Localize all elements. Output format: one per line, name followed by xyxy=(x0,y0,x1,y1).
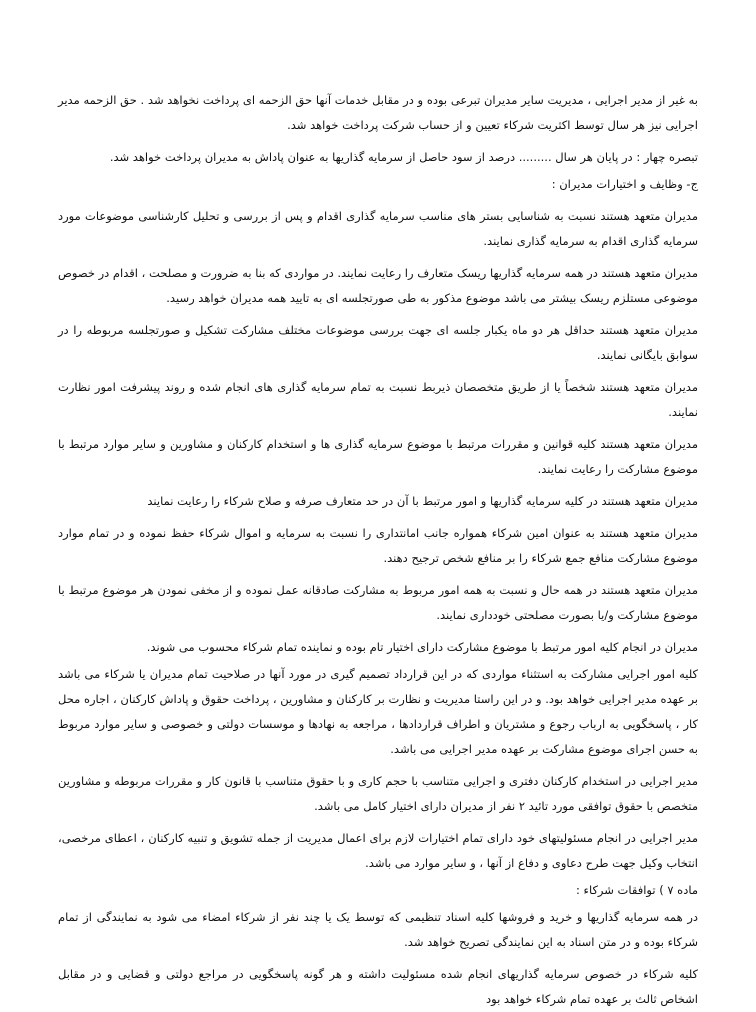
paragraph-duty-identify: مدیران متعهد هستند نسبت به شناسایی بستر های مناسب سرمایه گذاری اقدام و پس از بررسی و تحلیل کارشناسی موضوعات مورد سرمایه گذاری اقدام به سرمایه گذاری نمایند. xyxy=(58,209,698,248)
paragraph-managers-fee: به غیر از مدیر اجرایی ، مدیریت سایر مدیران تبرعی بوده و در مقابل خدمات آنها حق الزحمه ای پرداخت نخواهد شد . حق الزحمه مدیر اجرایی نیز هر سال توسط اکثریت شرکاء تعیین و از حساب شرکت پرداخت خواهد شد. xyxy=(58,93,698,132)
paragraph-duty-honesty: مدیران متعهد هستند در همه حال و نسبت به همه امور مربوط به مشارکت صادقانه عمل نموده و از مخفی نمودن هر موضوع مرتبط با موضوع مشارکت و/یا بصورت مصلحتی خودداری نمایند. xyxy=(58,583,698,622)
section-heading-article-7: ماده ۷ ) توافقات شرکاء : xyxy=(576,883,698,897)
paragraph-duty-risk: مدیران متعهد هستند در همه سرمایه گذاریها ریسک متعارف را رعایت نمایند. در مواردی که بنا به ضرورت و مصلحت ، اقدام در خصوص موضوعی مستلزم ریسک بیشتر می باشد موضوع مذکور به طی صورتجلسه ای به تایید همه مدیران خواهد رسید. xyxy=(58,266,698,305)
paragraph-duty-interest: مدیران متعهد هستند در کلیه سرمایه گذاریها و امور مرتبط با آن در حد متعارف صرفه و صلاح شرکاء را رعایت نمایند xyxy=(147,494,698,508)
paragraph-documents: در همه سرمایه گذاریها و خرید و فروشها کلیه اسناد تنظیمی که توسط یک یا چند نفر از شرکاء امضاء می شود به نمایندگی از تمام شرکاء بوده و در متن اسناد به این نمایندگی تصریح خواهد شد. xyxy=(58,910,698,949)
section-heading-duties: ج- وظایف و اختیارات مدیران : xyxy=(551,177,698,191)
paragraph-note-four: تبصره چهار : در پایان هر سال ......... درصد از سود حاصل از سرمایه گذاریها به عنوان پاداش به مدیران پرداخت خواهد شد. xyxy=(109,150,698,164)
paragraph-executive-hiring: مدیر اجرایی در استخدام کارکنان دفتری و اجرایی متناسب با حجم کاری و با حقوق متناسب با قانون کار و مقررات مربوطه و مشاورین متخصص با حقوق توافقی مورد تائید ۲ نفر از مدیران دارای اختیار کامل می باشد. xyxy=(58,774,698,813)
paragraph-executive-affairs: کلیه امور اجرایی مشارکت به استثناء مواردی که در این قرارداد تصمیم گیری در مورد آنها در صلاحیت تمام مدیران یا شرکاء می باشد بر عهده مدیر اجرایی خواهد بود. و در این راستا مدیریت و نظارت بر کارکنان و مشاورین ، پرداخت حقوق و پاداش کارکنان ، اجاره محل کار ، پاسخگویی به ارباب رجوع و مشتریان و اطراف قراردادها ، مراجعه به نهادها و موسسات دولتی و خصوصی و سایر موارد مربوط به حسن اجرای موضوع مشارکت بر عهده مدیر اجرایی می باشد. xyxy=(58,667,698,756)
paragraph-executive-powers: مدیر اجرایی در انجام مسئولیتهای خود دارای تمام اختیارات لازم برای اعمال مدیریت از جمله تشویق و تنبیه کارکنان ، اعطای مرخصی، انتخاب وکیل جهت طرح دعاوی و دفاع از آنها ، و سایر موارد می باشد. xyxy=(58,831,698,870)
document-body xyxy=(58,88,698,1012)
paragraph-duty-meetings: مدیران متعهد هستند حداقل هر دو ماه یکبار جلسه ای جهت بررسی موضوعات مختلف مشارکت تشکیل و صورتجلسه مربوطه را در سوابق بایگانی نمایند. xyxy=(58,323,698,362)
paragraph-liability: کلیه شرکاء در خصوص سرمایه گذاریهای انجام شده مسئولیت داشته و هر گونه پاسخگویی در مراجع دولتی و قضایی و در مقابل اشخاص ثالث بر عهده تمام شرکاء خواهد بود xyxy=(58,967,698,1006)
paragraph-authority: مدیران در انجام کلیه امور مرتبط با موضوع مشارکت دارای اختیار تام بوده و نماینده تمام شرکاء محسوب می شوند. xyxy=(146,640,698,654)
paragraph-duty-laws: مدیران متعهد هستند کلیه قوانین و مقررات مرتبط با موضوع سرمایه گذاری ها و استخدام کارکنان و مشاورین و سایر موارد مرتبط با موضوع مشارکت را رعایت نمایند. xyxy=(58,437,698,476)
paragraph-duty-trust: مدیران متعهد هستند به عنوان امین شرکاء همواره جانب امانتداری را نسبت به سرمایه و اموال شرکاء حفظ نموده و در تمام موارد موضوع مشارکت منافع جمع شرکاء را بر منافع شخص ترجیح دهند. xyxy=(58,526,698,565)
paragraph-duty-supervision: مدیران متعهد هستند شخصاً یا از طریق متخصصان ذیربط نسبت به تمام سرمایه گذاری های انجام شده و روند پیشرفت امور نظارت نمایند. xyxy=(58,380,698,419)
